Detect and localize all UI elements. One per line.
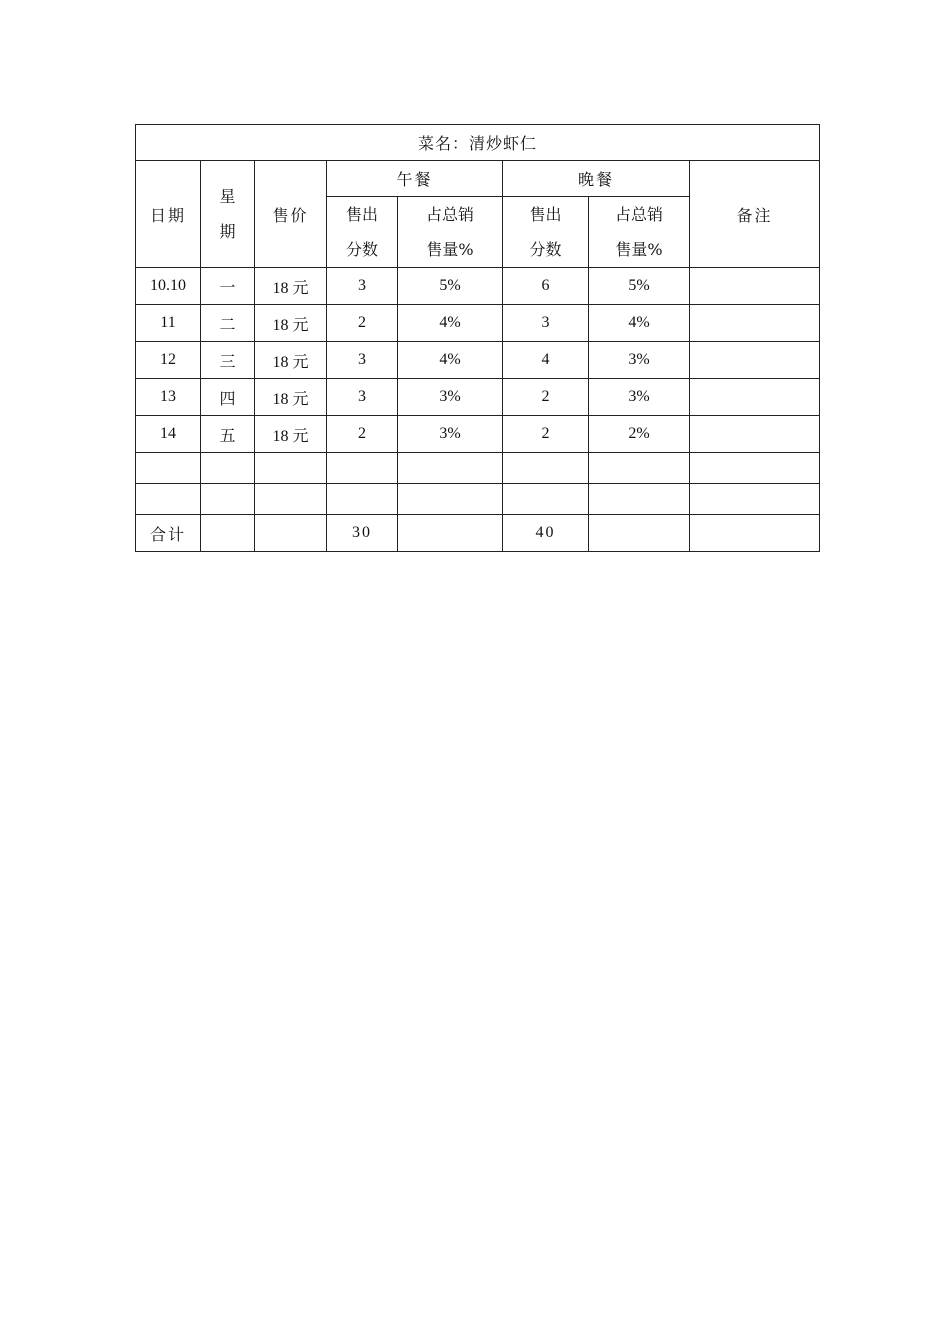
- cell-lunch-share: 3%: [398, 416, 503, 453]
- table-row: [136, 305, 820, 342]
- empty-cell: [503, 453, 589, 484]
- cell-dinner-sold: 2: [503, 379, 589, 416]
- cell-lunch-share: 4%: [398, 342, 503, 379]
- empty-cell: [201, 484, 255, 515]
- header-weekday: [201, 161, 255, 268]
- header-weekday-line2: 期: [219, 222, 236, 241]
- empty-cell: [327, 484, 398, 515]
- header-price: 售价: [255, 161, 327, 268]
- table-row: [136, 416, 820, 453]
- cell-lunch-sold: 2: [327, 305, 398, 342]
- cell-weekday: 五: [201, 416, 255, 453]
- cell-lunch-sold: 2: [327, 416, 398, 453]
- header-dinner-share-line2: 售量%: [615, 240, 663, 259]
- header-lunch-sold-line1: 售出: [345, 205, 378, 224]
- total-row: [136, 515, 820, 552]
- empty-cell: [690, 453, 820, 484]
- total-lunch-sold: 30: [327, 515, 398, 552]
- cell-date: 12: [136, 342, 201, 379]
- cell-weekday: 二: [201, 305, 255, 342]
- empty-cell: [589, 484, 690, 515]
- empty-cell: [136, 453, 201, 484]
- cell-price: 18 元: [255, 268, 327, 305]
- empty-cell: [398, 453, 503, 484]
- header-dinner-share: [589, 197, 690, 268]
- empty-row: [136, 484, 820, 515]
- empty-cell: [690, 515, 820, 552]
- cell-lunch-sold: 3: [327, 342, 398, 379]
- table-row: [136, 379, 820, 416]
- cell-remark: [690, 416, 820, 453]
- title-row: [136, 125, 820, 161]
- cell-price: 18 元: [255, 342, 327, 379]
- empty-cell: [136, 484, 201, 515]
- header-remarks: 备注: [690, 161, 820, 268]
- empty-cell: [503, 484, 589, 515]
- empty-cell: [327, 453, 398, 484]
- cell-weekday: 四: [201, 379, 255, 416]
- header-weekday-line1: 星: [219, 187, 236, 206]
- header-dinner: 晚餐: [503, 161, 690, 197]
- empty-cell: [255, 515, 327, 552]
- cell-weekday: 一: [201, 268, 255, 305]
- dish-title: 菜名：清炒虾仁: [136, 125, 820, 161]
- cell-remark: [690, 379, 820, 416]
- cell-remark: [690, 342, 820, 379]
- empty-cell: [201, 515, 255, 552]
- empty-cell: [589, 453, 690, 484]
- cell-price: 18 元: [255, 379, 327, 416]
- table-row: [136, 268, 820, 305]
- empty-cell: [690, 484, 820, 515]
- total-dinner-sold: 40: [503, 515, 589, 552]
- cell-dinner-sold: 3: [503, 305, 589, 342]
- cell-lunch-share: 3%: [398, 379, 503, 416]
- total-label: 合计: [136, 515, 201, 552]
- cell-date: 13: [136, 379, 201, 416]
- header-dinner-sold-line1: 售出: [529, 205, 562, 224]
- header-dinner-share-line1: 占总销: [614, 205, 663, 224]
- header-lunch: 午餐: [327, 161, 503, 197]
- cell-lunch-share: 5%: [398, 268, 503, 305]
- header-lunch-share-line1: 占总销: [425, 205, 474, 224]
- cell-dinner-sold: 2: [503, 416, 589, 453]
- cell-price: 18 元: [255, 305, 327, 342]
- header-lunch-share: [398, 197, 503, 268]
- empty-cell: [201, 453, 255, 484]
- cell-date: 14: [136, 416, 201, 453]
- cell-remark: [690, 305, 820, 342]
- cell-dinner-share: 4%: [589, 305, 690, 342]
- cell-dinner-share: 5%: [589, 268, 690, 305]
- empty-cell: [589, 515, 690, 552]
- header-date: 日期: [136, 161, 201, 268]
- cell-dinner-share: 2%: [589, 416, 690, 453]
- header-dinner-sold-line2: 分数: [529, 240, 562, 259]
- header-lunch-sold: [327, 197, 398, 268]
- cell-dinner-share: 3%: [589, 342, 690, 379]
- cell-lunch-share: 4%: [398, 305, 503, 342]
- cell-weekday: 三: [201, 342, 255, 379]
- cell-date: 10.10: [136, 268, 201, 305]
- cell-lunch-sold: 3: [327, 379, 398, 416]
- dish-sales-table: [135, 124, 820, 552]
- empty-row: [136, 453, 820, 484]
- cell-dinner-sold: 4: [503, 342, 589, 379]
- cell-remark: [690, 268, 820, 305]
- header-dinner-sold: [503, 197, 589, 268]
- cell-date: 11: [136, 305, 201, 342]
- header-lunch-share-line2: 售量%: [426, 240, 474, 259]
- empty-cell: [255, 453, 327, 484]
- header-lunch-sold-line2: 分数: [345, 240, 378, 259]
- cell-lunch-sold: 3: [327, 268, 398, 305]
- table-row: [136, 342, 820, 379]
- header-row-meals: [136, 161, 820, 197]
- cell-price: 18 元: [255, 416, 327, 453]
- cell-dinner-share: 3%: [589, 379, 690, 416]
- empty-cell: [398, 484, 503, 515]
- empty-cell: [255, 484, 327, 515]
- cell-dinner-sold: 6: [503, 268, 589, 305]
- empty-cell: [398, 515, 503, 552]
